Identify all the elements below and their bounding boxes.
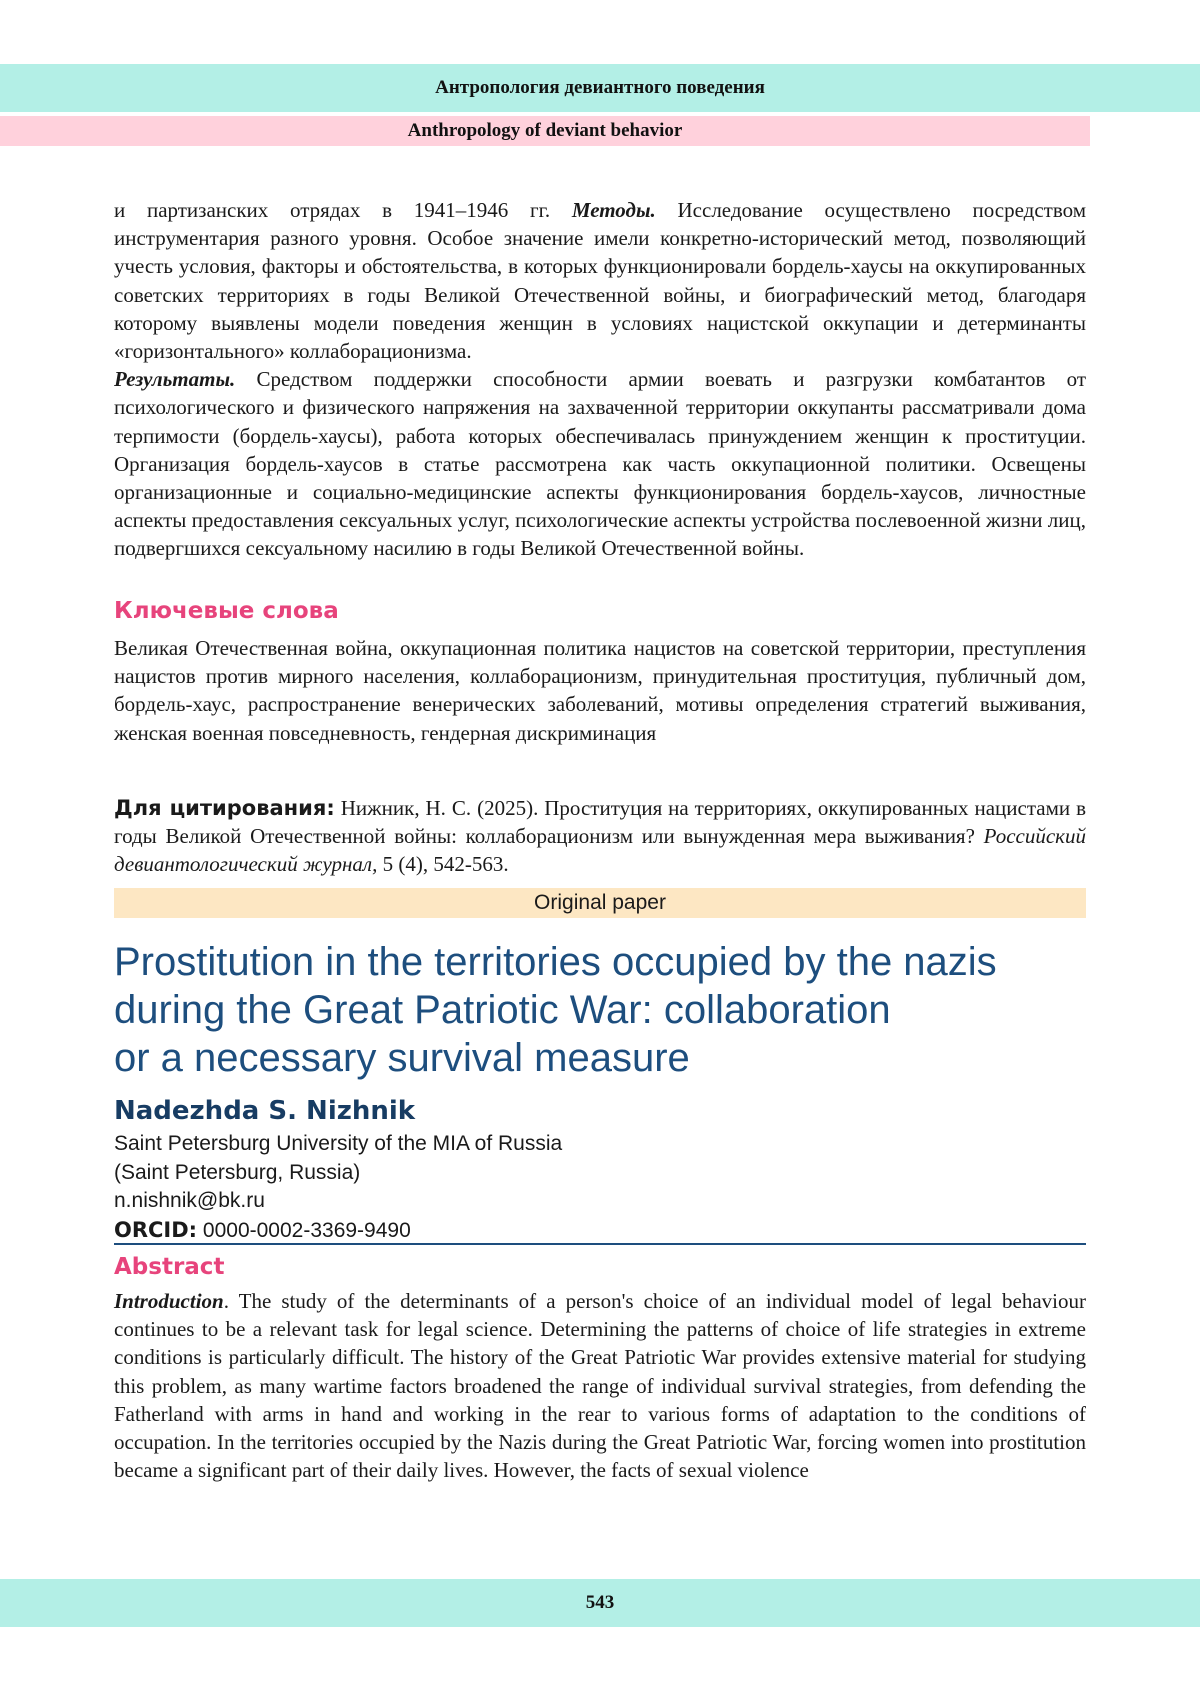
- title-line-1: Prostitution in the territories occupied by the nazis: [114, 940, 997, 984]
- citation-text: Нижник, Н. С. (2025). Проституция на территориях, оккупированных нацистами в годы Великой Отечественной войны: коллаборационизм или вынужденная мера выживания?: [114, 796, 1086, 849]
- results-label: Результаты.: [114, 367, 236, 392]
- author-name: Nadezhda S. Nizhnik: [114, 1096, 416, 1126]
- author-location: (Saint Petersburg, Russia): [114, 1160, 361, 1184]
- citation-volume: 5 (4), 542-563.: [377, 852, 509, 877]
- abstract-en-body: [114, 1287, 1086, 1484]
- abstract-ru-body: [114, 196, 1086, 563]
- citation-label: Для цитирования:: [114, 796, 335, 820]
- author-orcid: [114, 1216, 1014, 1246]
- citation-journal: Российский девиантологический журнал,: [114, 824, 1086, 877]
- orcid-value[interactable]: 0000-0002-3369-9490: [197, 1218, 411, 1242]
- journal-header-ru: Антропология девиантного поведения: [0, 64, 1200, 112]
- keywords-text: Великая Отечественная война, оккупационная политика нацистов на советской территории, преступления нацистов против мирного населения, коллаборационизм, принудительная проституция, публичный дом, бордель-хаус, распространение венерических заболеваний, мотивы определения стратегий выживания, женская военная повседневность, гендерная дискриминация: [114, 636, 1086, 745]
- abstract-heading: Abstract: [114, 1254, 225, 1280]
- methods-label: Методы.: [571, 198, 656, 222]
- page-number: 543: [585, 1592, 615, 1613]
- paper-type-band: Original paper: [114, 888, 1086, 918]
- introduction-label: Introduction: [114, 1289, 224, 1313]
- article-title-en: [114, 938, 1114, 1082]
- author-details: [114, 1130, 1014, 1245]
- title-line-3: or a necessary survival measure: [114, 1036, 690, 1080]
- title-line-2: during the Great Patriotic War: collaboration: [114, 988, 891, 1032]
- author-affiliation: Saint Petersburg University of the MIA of Russia: [114, 1132, 563, 1155]
- keywords-heading: Ключевые слова: [114, 598, 339, 624]
- results-text: Средством поддержки способности армии воевать и разгрузки комбатантов от психологического и физического напряжения на захваченной территории оккупанты рассматривали дома терпимости (бордель-хаусы), работа которых обеспечивалась принуждением женщин к проституции. Организация бордель-хаусов в статье рассмотрена как часть оккупационной политики. Освещены организационные и социально-медицинские аспекты функционирования бордель-хаусов, личностные аспекты предоставления сексуальных услуг, психологические аспекты устройства послевоенной жизни лиц, подвергшихся сексуальному насилию в годы Великой Отечественной войны.: [114, 367, 1086, 561]
- methods-text: Исследование осуществлено посредством инструментария разного уровня. Особое значение имели конкретно-исторический метод, позволяющий учесть условия, факторы и обстоятельства, в которых функционировали бордель-хаусы на оккупированных советских территориях в годы Великой Отечественной войны, и биографический метод, благодаря которому выявлены модели поведения женщин в условиях нацистской оккупации и детерминанты «горизонтального» коллаборационизма.: [114, 198, 1086, 364]
- introduction-text: . The study of the determinants of a person's choice of an individual model of legal behaviour continues to be a relevant task for legal science. Determining the patterns of choice of life strategies in extreme conditions is particularly difficult. The history of the Great Patriotic War provides extensive material for studying this problem, as many wartime factors broadened the range of individual survival strategies, from defending the Fatherland with arms in hand and working in the rear to various forms of adaptation to the conditions of occupation. In the territories occupied by the Nazis during the Great Patriotic War, forcing women into prostitution became a significant part of their daily lives. However, the facts of sexual violence: [114, 1289, 1086, 1483]
- citation: [114, 794, 1086, 879]
- journal-header-en: Anthropology of deviant behavior: [0, 116, 1090, 146]
- section-divider: [114, 1243, 1086, 1245]
- abstract-ru-lead: и партизанских отрядах в 1941–1946 гг.: [114, 198, 572, 222]
- orcid-label: ORCID:: [114, 1217, 198, 1242]
- page-footer: [0, 1579, 1200, 1627]
- author-email[interactable]: n.nishnik@bk.ru: [114, 1189, 265, 1212]
